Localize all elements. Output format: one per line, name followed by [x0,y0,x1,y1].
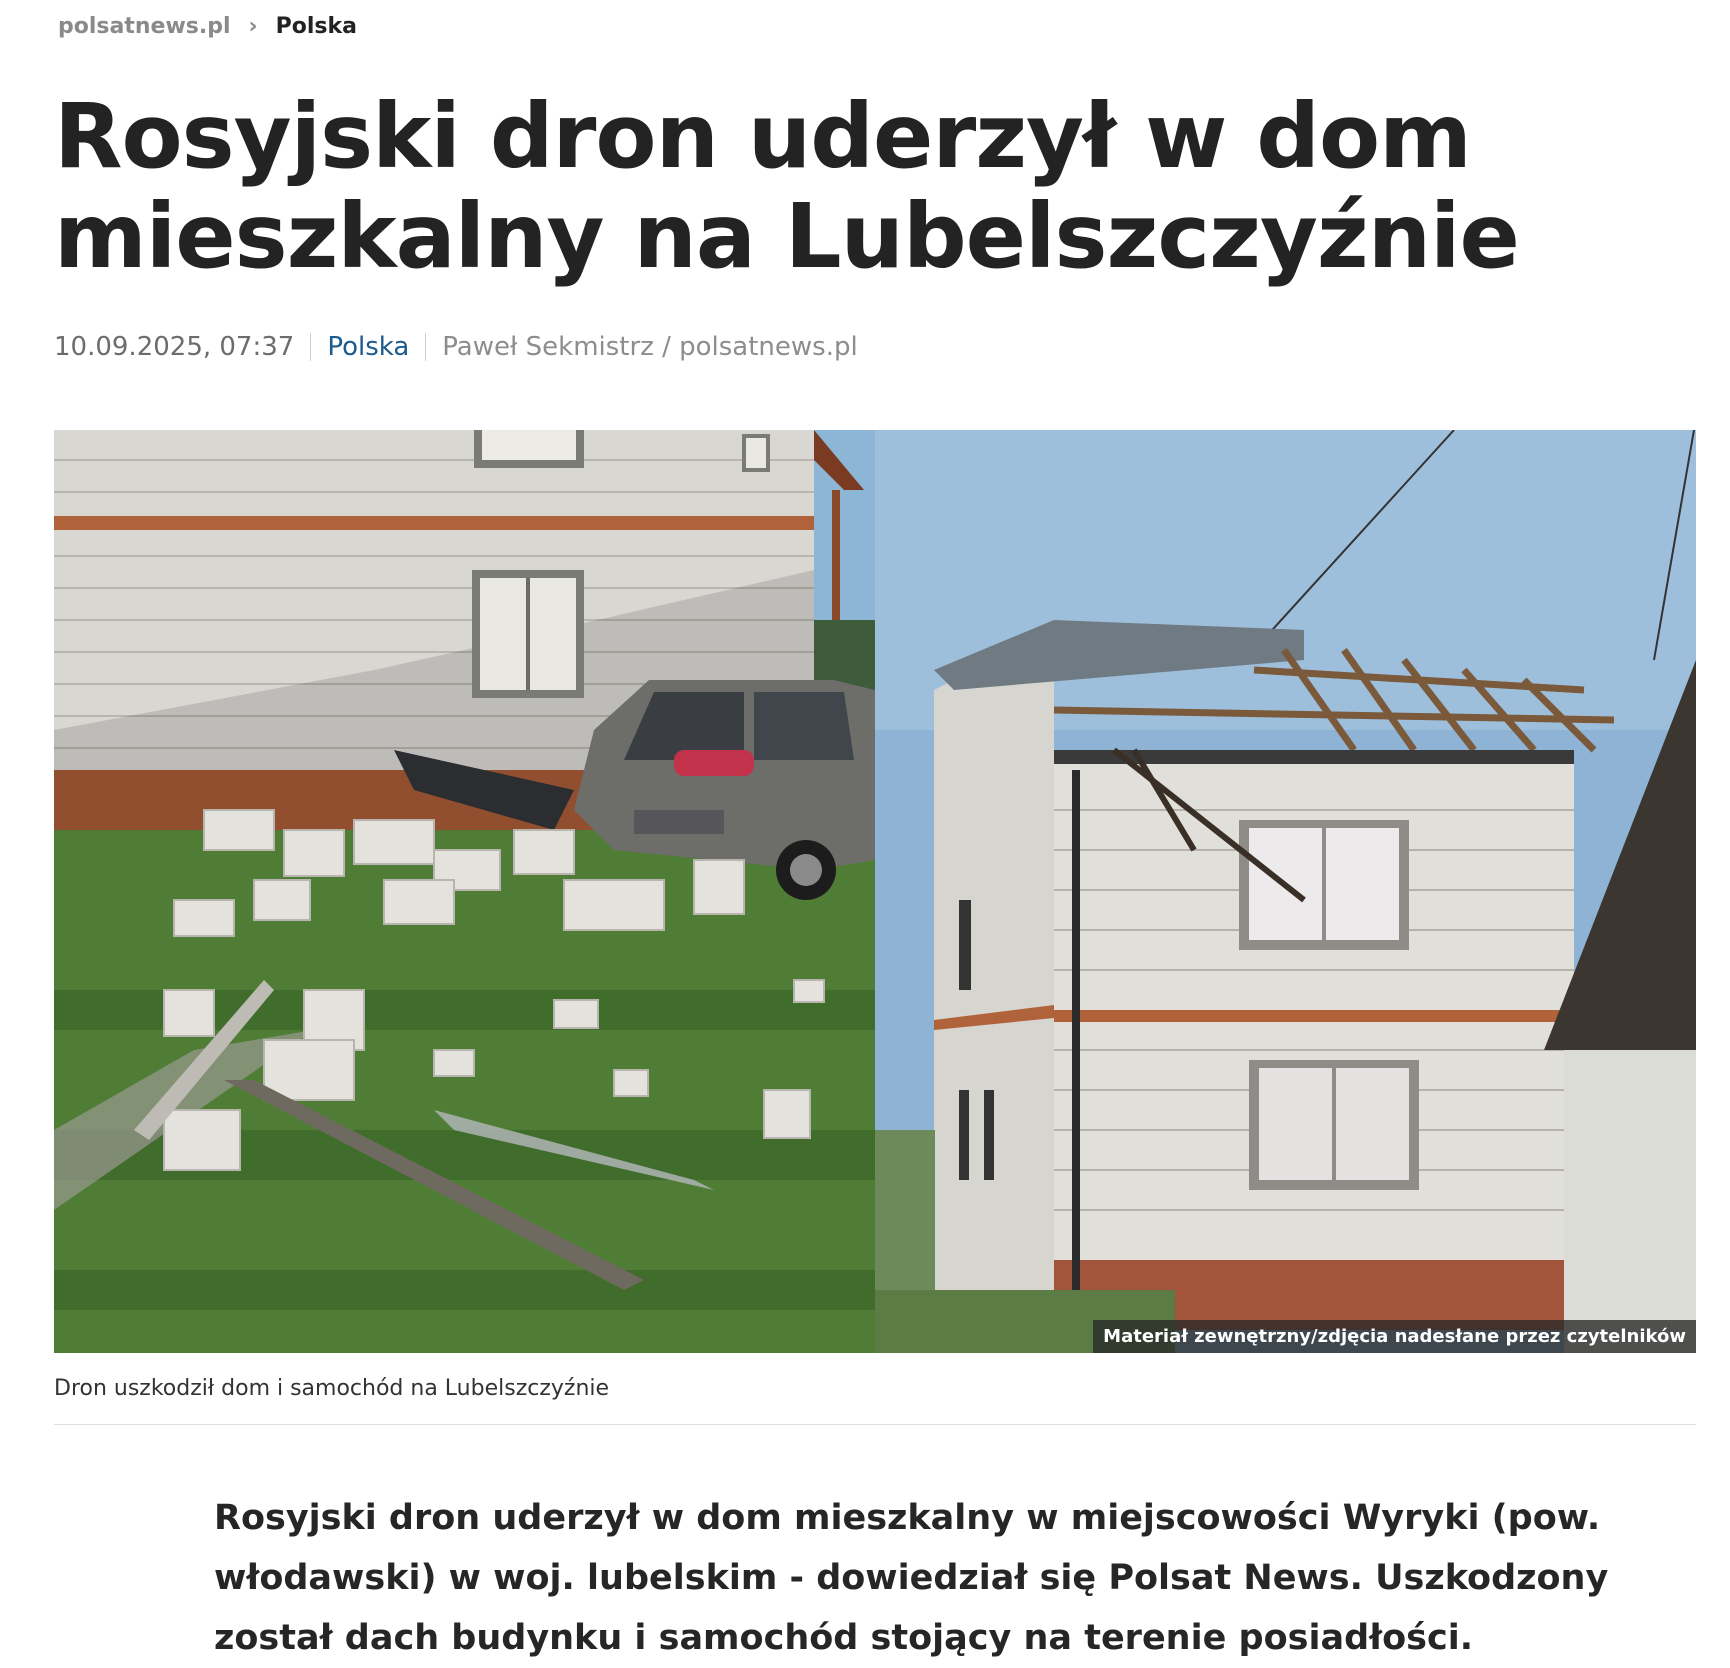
photo-left-damaged-car [54,430,875,1353]
photo-illustration [54,430,1696,1353]
article-title: Rosyjski dron uderzył w dom mieszkalny na Lubelszczyźnie [54,84,1519,288]
image-caption: Dron uszkodził dom i samochód na Lubelszczyźnie [54,1376,610,1401]
article-meta [54,332,858,362]
photo-right-damaged-roof [875,430,1696,1353]
breadcrumb-current-link[interactable]: Polska [275,14,357,39]
image-credit: Materiał zewnętrzny/zdjęcia nadesłane przez czytelników [1093,1320,1696,1353]
breadcrumb [58,14,357,39]
publish-date: 10.09.2025, 07:37 [54,332,295,362]
meta-divider [425,333,426,361]
category-link[interactable]: Polska [327,332,410,362]
breadcrumb-home-link[interactable]: polsatnews.pl [58,14,231,39]
article-photo[interactable] [54,430,1696,1353]
breadcrumb-separator: › [248,14,258,39]
article-lead: Rosyjski dron uderzył w dom mieszkalny w miejscowości Wyryki (pow. włodawski) w woj. lubelskim - dowiedział się Polsat News. Uszkodzony został dach budynku i samochód stojący na terenie posiadłości. [214,1498,1609,1658]
meta-divider [310,333,311,361]
caption-divider [54,1424,1696,1425]
author-byline: Paweł Sekmistrz / polsatnews.pl [442,332,858,362]
